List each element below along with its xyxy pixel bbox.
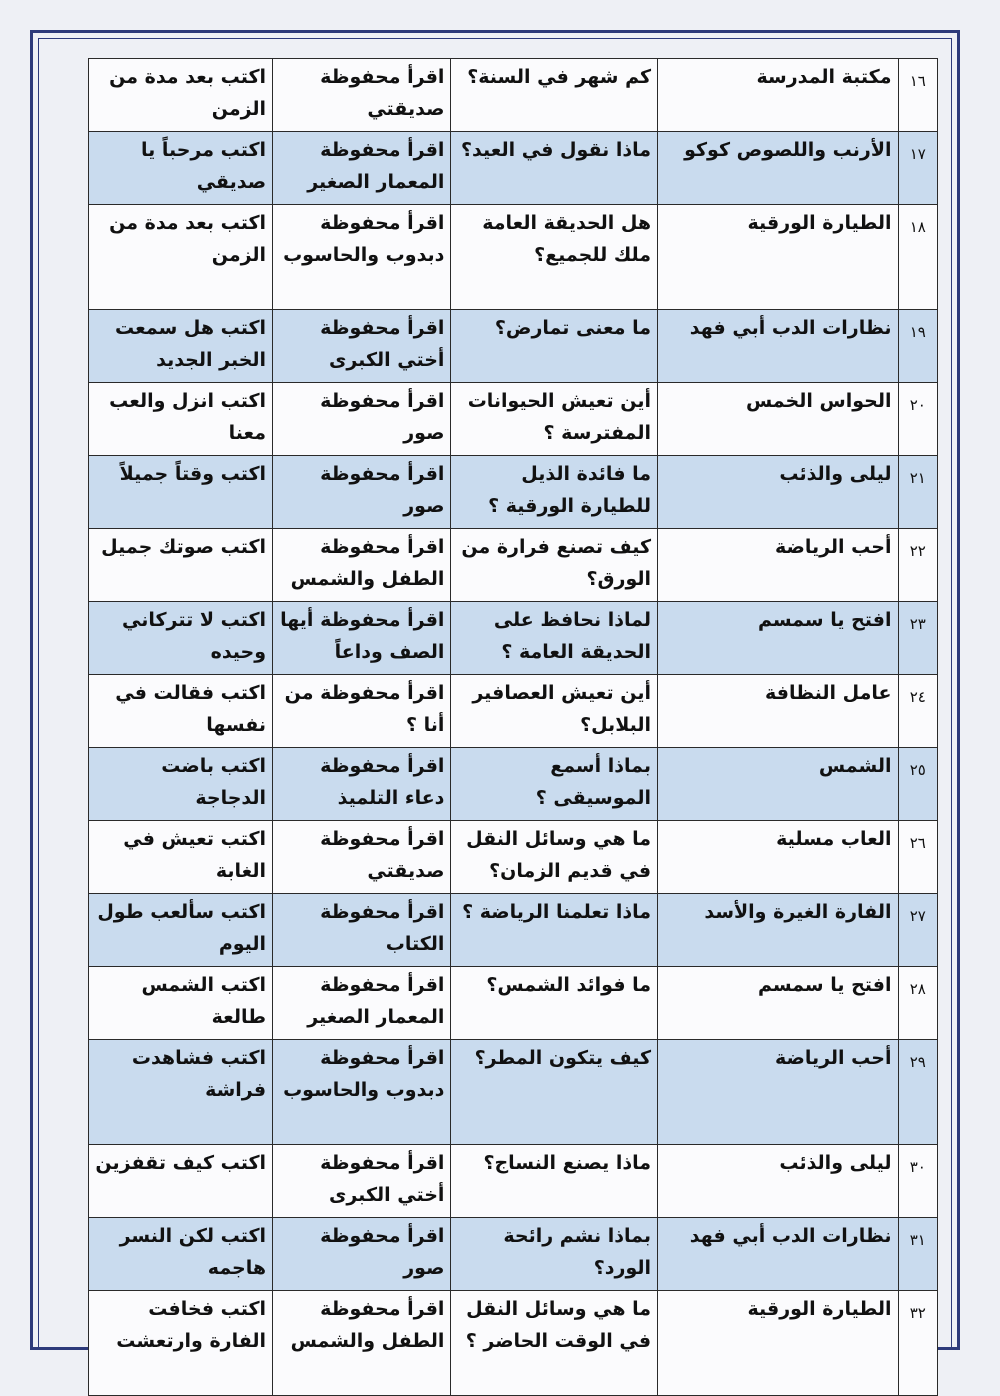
question-cell: كيف يتكون المطر؟: [451, 1040, 658, 1145]
row-number: ٢٥: [898, 748, 938, 821]
lesson-title: الطيارة الورقية: [658, 205, 898, 310]
row-number: ٢٠: [898, 383, 938, 456]
row-number: ١٦: [898, 59, 938, 132]
row-number: ٣١: [898, 1218, 938, 1291]
question-cell: ما فائدة الذيل للطيارة الورقية ؟: [451, 456, 658, 529]
lesson-title: ليلى والذئب: [658, 1145, 898, 1218]
table-row: [89, 205, 938, 310]
writing-cell: اكتب فشاهدت فراشة: [89, 1040, 273, 1145]
reading-cell: اقرأ محفوظة دعاء التلميذ: [273, 748, 451, 821]
lesson-title: مكتبة المدرسة: [658, 59, 898, 132]
reading-cell: اقرأ محفوظة دبدوب والحاسوب: [273, 205, 451, 310]
row-number: ٢٩: [898, 1040, 938, 1145]
question-cell: ما فوائد الشمس؟: [451, 967, 658, 1040]
writing-cell: اكتب سألعب طول اليوم: [89, 894, 273, 967]
row-number: ٢٨: [898, 967, 938, 1040]
writing-cell: اكتب هل سمعت الخبر الجديد: [89, 310, 273, 383]
table-row: [89, 1145, 938, 1218]
reading-cell: اقرأ محفوظة الكتاب: [273, 894, 451, 967]
question-cell: هل الحديقة العامة ملك للجميع؟: [451, 205, 658, 310]
question-cell: ماذا نقول في العيد؟: [451, 132, 658, 205]
row-number: ١٨: [898, 205, 938, 310]
writing-cell: اكتب فقالت في نفسها: [89, 675, 273, 748]
table-row: [89, 748, 938, 821]
row-number: ١٩: [898, 310, 938, 383]
lesson-title: الطيارة الورقية: [658, 1291, 898, 1396]
table-row: [89, 675, 938, 748]
table-row: [89, 1218, 938, 1291]
row-number: ٣٠: [898, 1145, 938, 1218]
reading-cell: اقرأ محفوظة أختي الكبرى: [273, 1145, 451, 1218]
writing-cell: اكتب باضت الدجاجة: [89, 748, 273, 821]
reading-cell: اقرأ محفوظة صور: [273, 1218, 451, 1291]
reading-cell: اقرأ محفوظة أختي الكبرى: [273, 310, 451, 383]
lesson-title: ليلى والذئب: [658, 456, 898, 529]
reading-cell: اقرأ محفوظة صور: [273, 456, 451, 529]
table-row: [89, 529, 938, 602]
reading-cell: اقرأ محفوظة الطفل والشمس: [273, 1291, 451, 1396]
row-number: ٢١: [898, 456, 938, 529]
lesson-title: أحب الرياضة: [658, 1040, 898, 1145]
lesson-title: أحب الرياضة: [658, 529, 898, 602]
question-cell: ما هي وسائل النقل في قديم الزمان؟: [451, 821, 658, 894]
writing-cell: اكتب لكن النسر هاجمه: [89, 1218, 273, 1291]
question-cell: كيف تصنع فرارة من الورق؟: [451, 529, 658, 602]
reading-cell: اقرأ محفوظة صديقتي: [273, 821, 451, 894]
lesson-title: نظارات الدب أبي فهد: [658, 1218, 898, 1291]
question-cell: ماذا يصنع النساج؟: [451, 1145, 658, 1218]
question-cell: بماذا نشم رائحة الورد؟: [451, 1218, 658, 1291]
question-cell: لماذا نحافظ على الحديقة العامة ؟: [451, 602, 658, 675]
question-cell: كم شهر في السنة؟: [451, 59, 658, 132]
lesson-title: عامل النظافة: [658, 675, 898, 748]
lesson-title: الشمس: [658, 748, 898, 821]
table-row: [89, 456, 938, 529]
writing-cell: اكتب بعد مدة من الزمن: [89, 59, 273, 132]
table-row: [89, 602, 938, 675]
reading-cell: اقرأ محفوظة من أنا ؟: [273, 675, 451, 748]
lessons-table: [88, 58, 938, 1396]
writing-cell: اكتب انزل والعب معنا: [89, 383, 273, 456]
reading-cell: اقرأ محفوظة دبدوب والحاسوب: [273, 1040, 451, 1145]
question-cell: ماذا تعلمنا الرياضة ؟: [451, 894, 658, 967]
table-row: [89, 1040, 938, 1145]
lesson-title: الحواس الخمس: [658, 383, 898, 456]
writing-cell: اكتب تعيش في الغابة: [89, 821, 273, 894]
writing-cell: اكتب وقتاً جميلاً: [89, 456, 273, 529]
table-row: [89, 967, 938, 1040]
lesson-title: افتح يا سمسم: [658, 602, 898, 675]
row-number: ٢٧: [898, 894, 938, 967]
row-number: ٢٦: [898, 821, 938, 894]
reading-cell: اقرأ محفوظة صديقتي: [273, 59, 451, 132]
row-number: ٢٢: [898, 529, 938, 602]
row-number: ١٧: [898, 132, 938, 205]
row-number: ٣٢: [898, 1291, 938, 1396]
table-row: [89, 894, 938, 967]
question-cell: بماذا أسمع الموسيقى ؟: [451, 748, 658, 821]
writing-cell: اكتب لا تتركاني وحيده: [89, 602, 273, 675]
reading-cell: اقرأ محفوظة المعمار الصغير: [273, 132, 451, 205]
lesson-title: نظارات الدب أبي فهد: [658, 310, 898, 383]
table-row: [89, 310, 938, 383]
reading-cell: اقرأ محفوظة المعمار الصغير: [273, 967, 451, 1040]
writing-cell: اكتب بعد مدة من الزمن: [89, 205, 273, 310]
table-row: [89, 59, 938, 132]
question-cell: ما هي وسائل النقل في الوقت الحاضر ؟: [451, 1291, 658, 1396]
table-row: [89, 132, 938, 205]
row-number: ٢٣: [898, 602, 938, 675]
reading-cell: اقرأ محفوظة صور: [273, 383, 451, 456]
question-cell: ما معنى تمارض؟: [451, 310, 658, 383]
question-cell: أين تعيش الحيوانات المفترسة ؟: [451, 383, 658, 456]
writing-cell: اكتب صوتك جميل: [89, 529, 273, 602]
lesson-title: العاب مسلية: [658, 821, 898, 894]
row-number: ٢٤: [898, 675, 938, 748]
lesson-title: الأرنب واللصوص كوكو: [658, 132, 898, 205]
question-cell: أين تعيش العصافير البلابل؟: [451, 675, 658, 748]
reading-cell: اقرأ محفوظة أيها الصف وداعاً: [273, 602, 451, 675]
writing-cell: اكتب فخافت الفارة وارتعشت: [89, 1291, 273, 1396]
table-row: [89, 383, 938, 456]
lesson-title: الفارة الغيرة والأسد: [658, 894, 898, 967]
writing-cell: اكتب مرحباً يا صديقي: [89, 132, 273, 205]
reading-cell: اقرأ محفوظة الطفل والشمس: [273, 529, 451, 602]
table-row: [89, 821, 938, 894]
writing-cell: اكتب الشمس طالعة: [89, 967, 273, 1040]
lesson-title: افتح يا سمسم: [658, 967, 898, 1040]
writing-cell: اكتب كيف تقفزين: [89, 1145, 273, 1218]
table-row: [89, 1291, 938, 1396]
